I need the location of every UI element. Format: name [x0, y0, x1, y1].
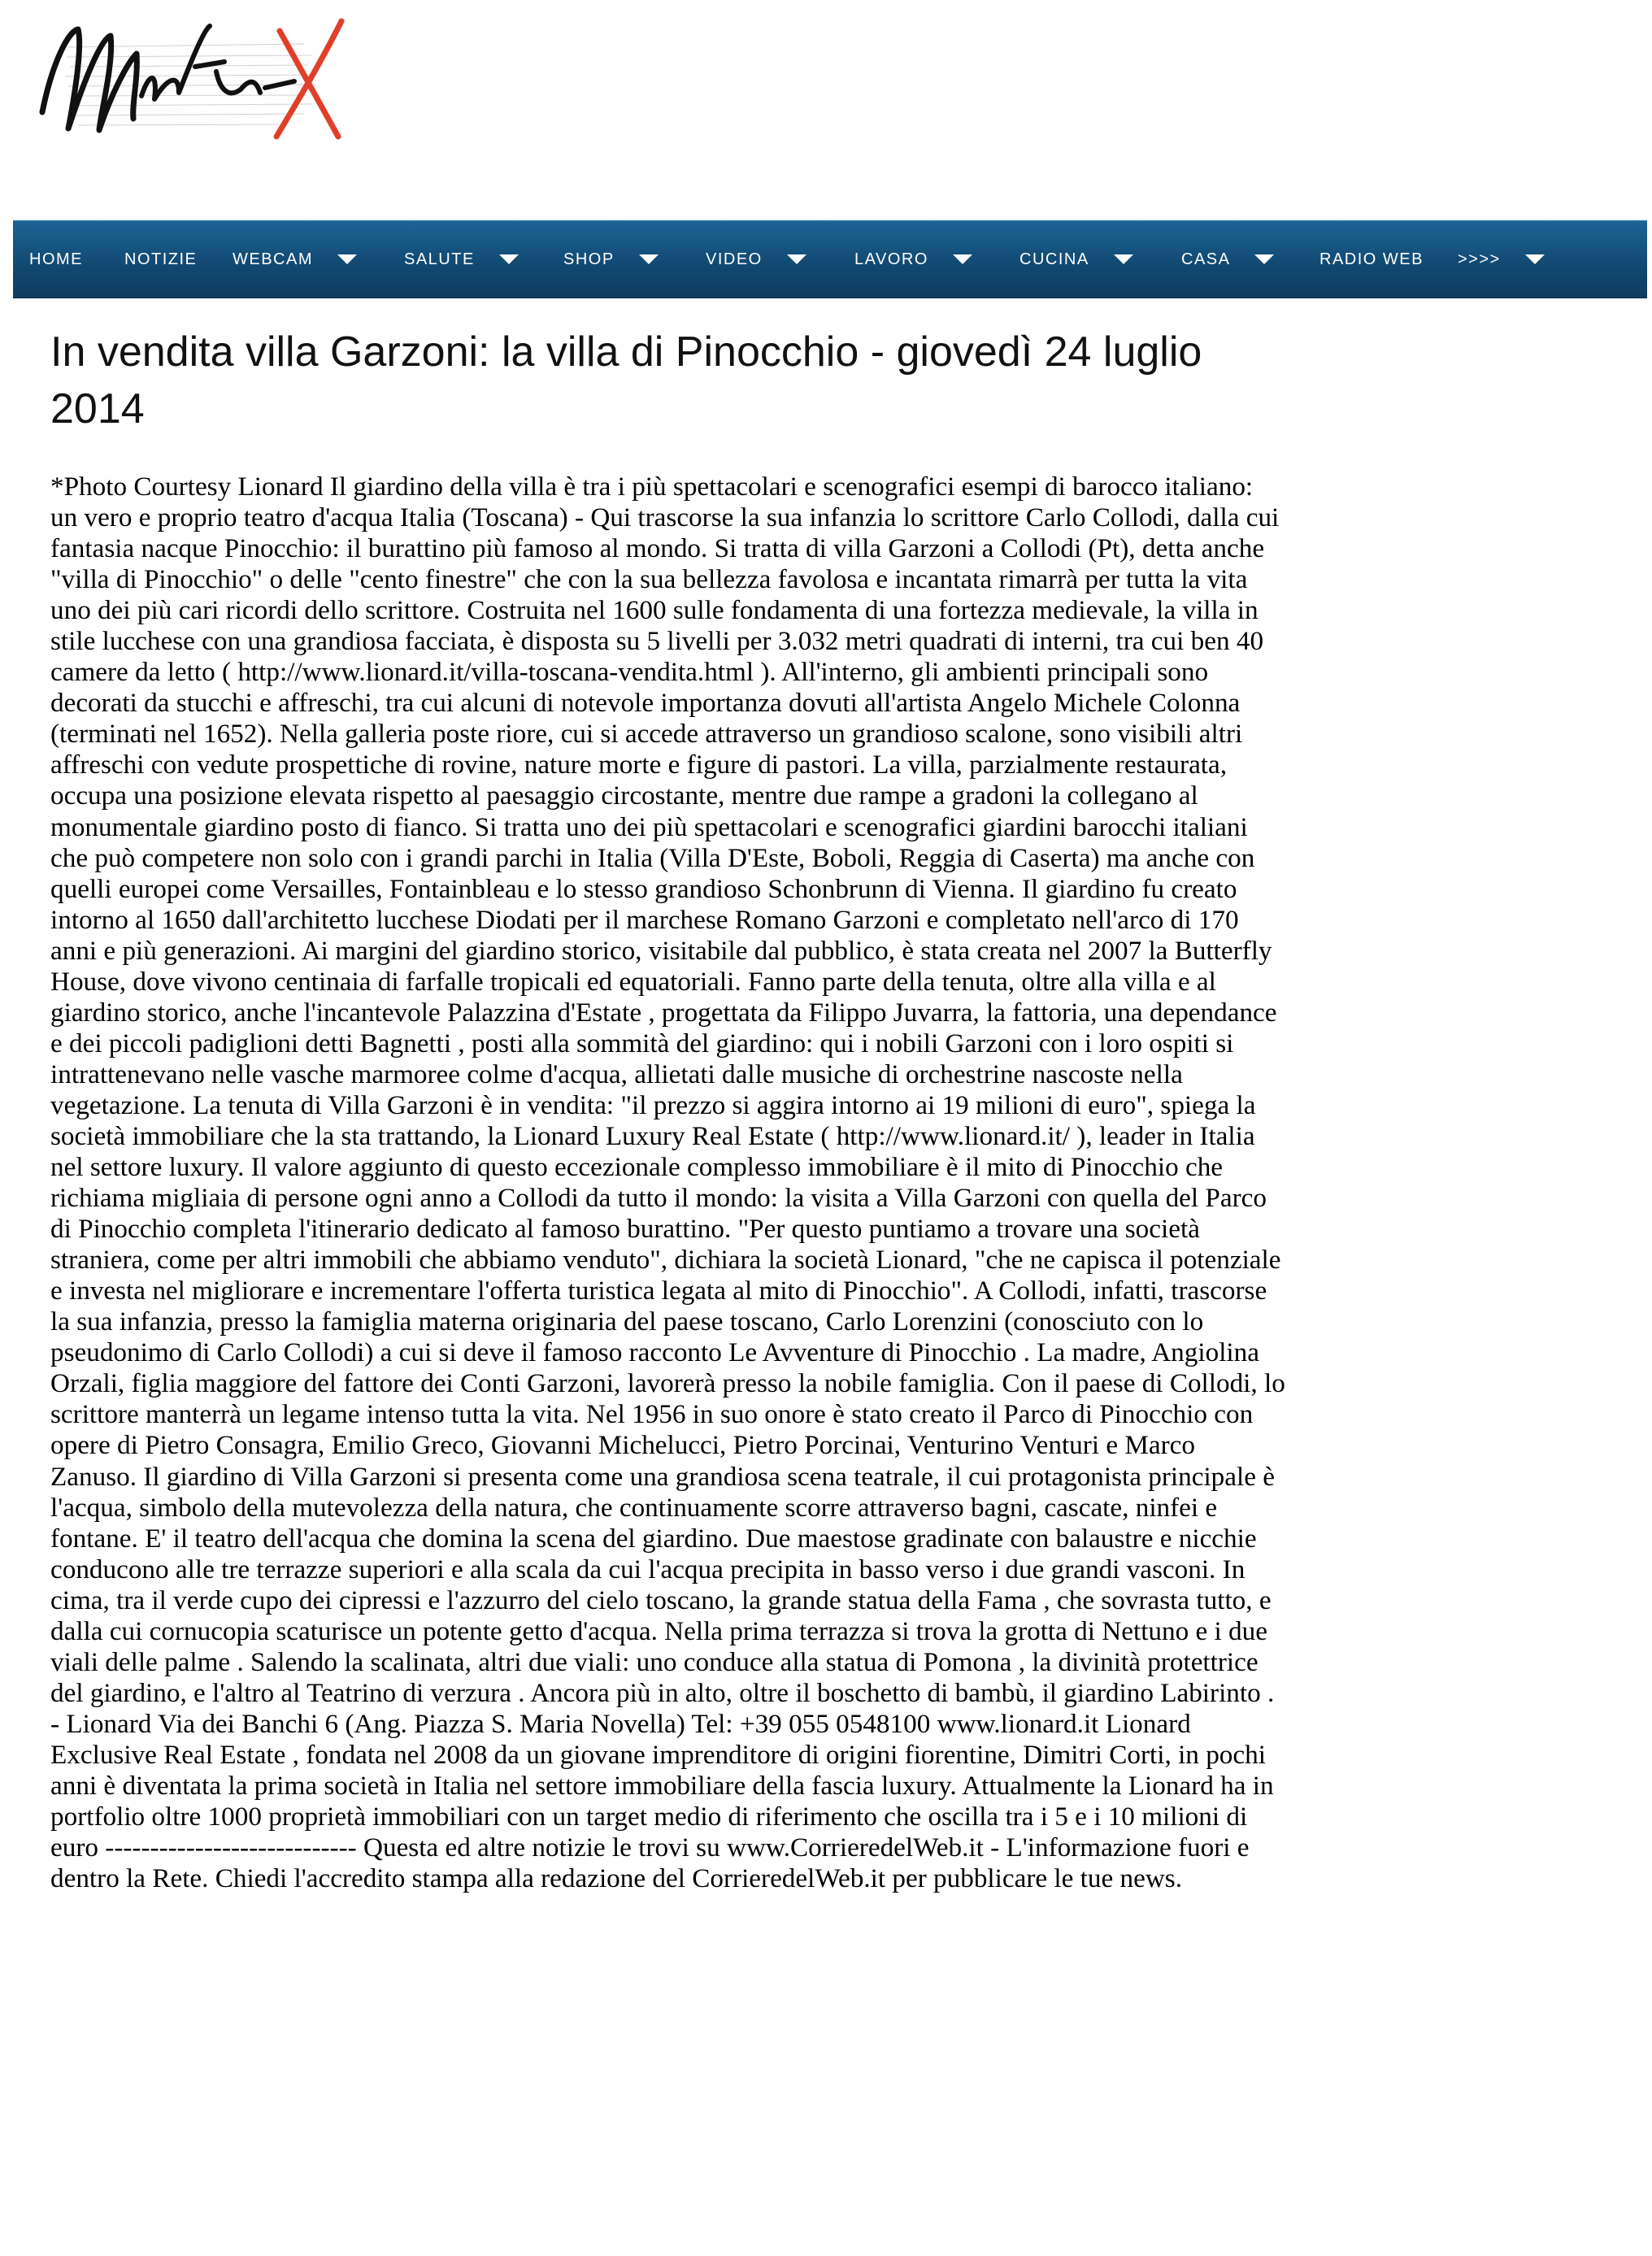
article — [50, 324, 1286, 1894]
chevron-down-icon — [499, 254, 519, 264]
nav-item-label: NOTIZIE — [124, 250, 198, 268]
nav-item-casa[interactable] — [1181, 221, 1319, 298]
article-title: In vendita villa Garzoni: la villa di Pinocchio - giovedì 24 luglio 2014 — [50, 328, 1202, 433]
site-logo[interactable] — [36, 15, 353, 153]
nav-item-label: CUCINA — [1019, 250, 1089, 268]
chevron-down-icon — [953, 254, 972, 264]
nav-item-label: RADIO WEB — [1319, 250, 1424, 268]
nav-item-label: SHOP — [563, 250, 615, 268]
nav-item-webcam[interactable] — [233, 221, 404, 298]
main-navigation — [13, 220, 1647, 298]
nav-item-shop[interactable] — [563, 221, 706, 298]
chevron-down-icon — [1254, 254, 1274, 264]
nav-item-video[interactable] — [706, 221, 854, 298]
nav-item-more[interactable] — [1458, 221, 1572, 298]
nav-item-radio-web[interactable] — [1319, 221, 1458, 298]
mister-x-logo-icon — [36, 15, 353, 153]
nav-item-label: VIDEO — [706, 250, 763, 268]
nav-item-lavoro[interactable] — [854, 221, 1019, 298]
nav-item-label: HOME — [29, 250, 83, 268]
chevron-down-icon — [1525, 254, 1545, 264]
nav-item-notizie[interactable] — [124, 221, 233, 298]
nav-item-label: >>>> — [1458, 250, 1501, 268]
nav-item-label: SALUTE — [404, 250, 475, 268]
chevron-down-icon — [787, 254, 806, 264]
nav-item-salute[interactable] — [404, 221, 563, 298]
nav-item-label: CASA — [1181, 250, 1231, 268]
nav-item-cucina[interactable] — [1019, 221, 1181, 298]
nav-item-label: WEBCAM — [233, 250, 313, 268]
chevron-down-icon — [639, 254, 659, 264]
article-body: *Photo Courtesy Lionard Il giardino della villa è tra i più spettacolari e scenografici esempi di barocco italiano: un vero e proprio teatro d'acqua Italia (Toscana) - Qui trascorse la sua infanzia lo scrittore Carlo Collodi, dalla cui fantasia nacque Pinocchio: il burattino più famoso al mondo. Si tratta di villa Garzoni a Collodi (Pt), detta anche "villa di Pinocchio" o delle "cento finestre" che con la sua bellezza favolosa e incantata rimarrà per tutta la vita uno dei più cari ricordi dello scrittore. Costruita nel 1600 sulle fondamenta di una fortezza medievale, la villa in stile lucchese con una grandiosa facciata, è disposta su 5 livelli per 3.032 metri quadrati di interni, tra cui ben 40 camere da letto ( http://www.lionard.it/villa-toscana-vendita.html ). All'interno, gli ambienti principali sono decorati da stucchi e affreschi, tra cui alcuni di notevole importanza dovuti all'artista Angelo Michele Colonna (terminati nel 1652). Nella galleria poste riore, cui si accede attraverso un grandioso scalone, sono visibili altri affreschi con vedute prospettiche di rovine, nature morte e figure di pastori. La villa, parzialmente restaurata, occupa una posizione elevata rispetto al paesaggio circostante, mentre due rampe a gradoni la collegano al monumentale giardino posto di fianco. Si tratta uno dei più spettacolari e scenografici giardini barocchi italiani che può competere non solo con i grandi parchi in Italia (Villa D'Este, Boboli, Reggia di Caserta) ma anche con quelli europei come Versailles, Fontainbleau e lo stesso grandioso Schonbrunn di Vienna. Il giardino fu creato intorno al 1650 dall'architetto lucchese Diodati per il marchese Romano Garzoni e completato nell'arco di 170 anni e più generazioni. Ai margini del giardino storico, visitabile dal pubblico, è stata creata nel 2007 la Butterfly House, dove vivono centinaia di farfalle tropicali ed equatoriali. Fanno parte della tenuta, oltre alla villa e al giardino storico, anche l'incantevole Palazzina d'Estate , progettata da Filippo Juvarra, la fattoria, una dependance e dei piccoli padiglioni detti Bagnetti , posti alla sommità del giardino: qui i nobili Garzoni con i loro ospiti si intrattenevano nelle vasche marmoree colme d'acqua, allietati dalle musiche di orchestrine nascoste nella vegetazione. La tenuta di Villa Garzoni è in vendita: "il prezzo si aggira intorno ai 19 milioni di euro", spiega la società immobiliare che la sta trattando, la Lionard Luxury Real Estate ( http://www.lionard.it/ ), leader in Italia nel settore luxury. Il valore aggiunto di questo eccezionale complesso immobiliare è il mito di Pinocchio che richiama migliaia di persone ogni anno a Collodi da tutto il mondo: la visita a Villa Garzoni con quella del Parco di Pinocchio completa l'itinerario dedicato al famoso burattino. "Per questo puntiamo a trovare una società straniera, come per altri immobili che abbiamo venduto", dichiara la società Lionard, "che ne capisca il potenziale e investa nel migliorare e incrementare l'offerta turistica legata al mito di Pinocchio". A Collodi, infatti, trascorse la sua infanzia, presso la famiglia materna originaria del paese toscano, Carlo Lorenzini (conosciuto con lo pseudonimo di Carlo Collodi) a cui si deve il famoso racconto Le Avventure di Pinocchio . La madre, Angiolina Orzali, figlia maggiore del fattore dei Conti Garzoni, lavorerà presso la nobile famiglia. Con il paese di Collodi, lo scrittore manterrà un legame intenso tutta la vita. Nel 1956 in suo onore è stato creato il Parco di Pinocchio con opere di Pietro Consagra, Emilio Greco, Giovanni Michelucci, Pietro Porcinai, Venturino Venturi e Marco Zanuso. Il giardino di Villa Garzoni si presenta come una grandiosa scena teatrale, il cui protagonista principale è l'acqua, simbolo della mutevolezza della natura, che continuamente scorre attraverso bagni, cascate, ninfei e fontane. E' il teatro dell'acqua che domina la scena del giardino. Due maestose gradinate con balaustre e nicchie conducono alle tre terrazze superiori e alla scala da cui l'acqua precipita in basso verso i due grandi vasconi. In cima, tra il verde cupo dei cipressi e l'azzurro del cielo toscano, la grande statua della Fama , che sovrasta tutto, e dalla cui cornucopia scaturisce un potente getto d'acqua. Nella prima terrazza si trova la grotta di Nettuno e i due viali delle palme . Salendo la scalinata, altri due viali: uno conduce alla statua di Pomona , la divinità protettrice del giardino, e l'altro al Teatrino di verzura . Ancora più in alto, oltre il boschetto di bambù, il giardino Labirinto . - Lionard Via dei Banchi 6 (Ang. Piazza S. Maria Novella) Tel: +39 055 0548100 www.lionard.it Lionard Exclusive Real Estate , fondata nel 2008 da un giovane imprenditore di origini fiorentine, Dimitri Corti, in pochi anni è diventata la prima società in Italia nel settore immobiliare della fascia luxury. Attualmente la Lionard ha in portfolio oltre 1000 proprietà immobiliari con un target medio di riferimento che oscilla tra i 5 e i 10 milioni di euro ---------------------------- Questa ed altre notizie le trovi su www.CorrieredelWeb.it - L'informazione fuori e dentro la Rete. Chiedi l'accredito stampa alla redazione del CorrieredelWeb.it per pubblicare le tue news. — [50, 472, 1285, 1894]
chevron-down-icon — [337, 254, 357, 264]
chevron-down-icon — [1114, 254, 1133, 264]
nav-item-home[interactable] — [29, 221, 124, 298]
nav-item-label: LAVORO — [854, 250, 928, 268]
